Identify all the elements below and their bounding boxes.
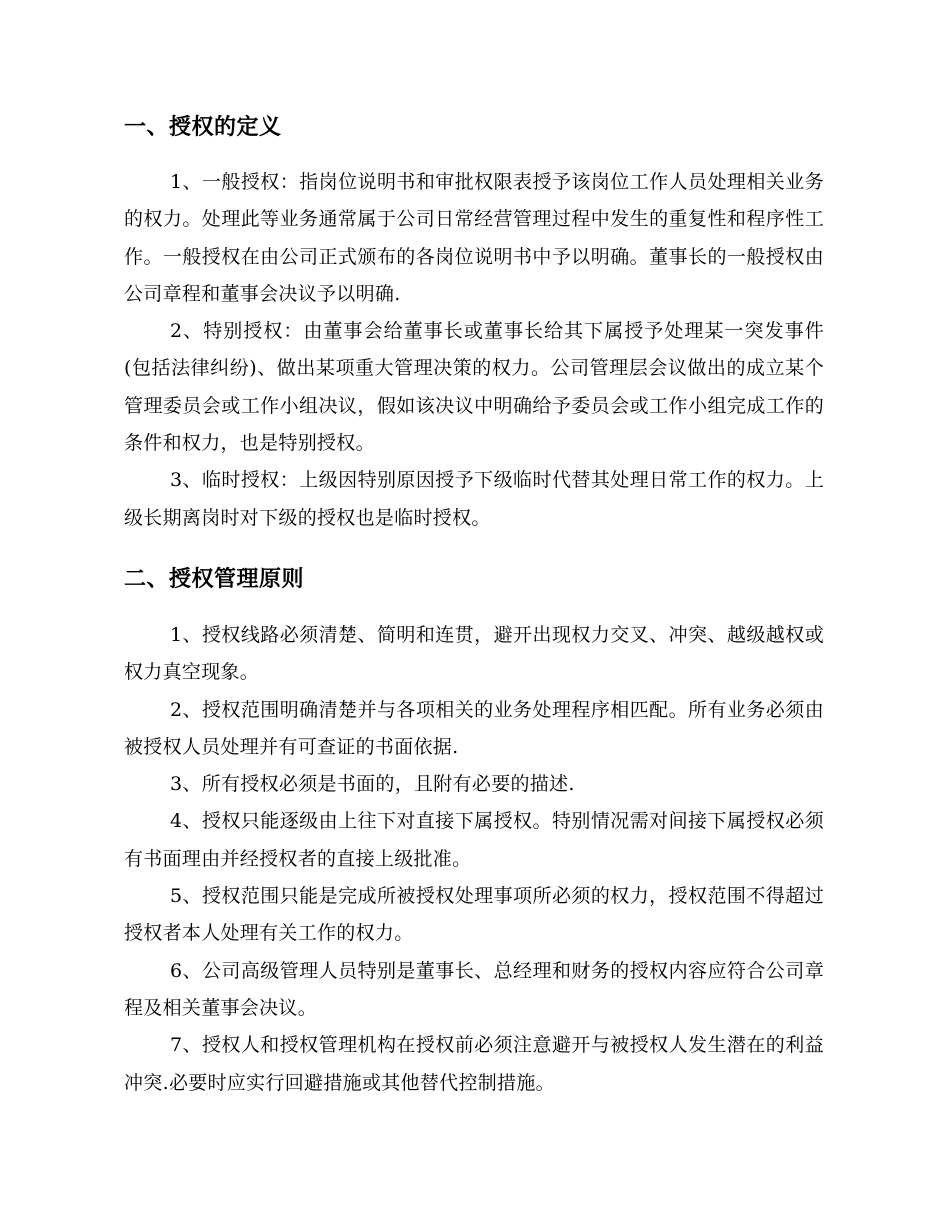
paragraph-general-authorization: 1、一般授权：指岗位说明书和审批权限表授予该岗位工作人员处理相关业务的权力。处理此等业务通常属于公司日常经营管理过程中发生的重复性和程序性工作。一般授权在由公司正式颁布的各岗位说明书中予以明确。董事长的一般授权由公司章程和董事会决议予以明确. xyxy=(124,171,824,305)
paragraph-principle-4: 4、授权只能逐级由上往下对直接下属授权。特别情况需对间接下属授权必须有书面理由并经授权者的直接上级批准。 xyxy=(124,810,824,870)
paragraph-principle-6: 6、公司高级管理人员特别是董事长、总经理和财务的授权内容应符合公司章程及相关董事会决议。 xyxy=(124,959,824,1019)
paragraph-principle-1: 1、授权线路必须清楚、简明和连贯，避开出现权力交叉、冲突、越级越权或权力真空现象。 xyxy=(124,624,824,684)
paragraph-special-authorization: 2、特别授权：由董事会给董事长或董事长给其下属授予处理某一突发事件(包括法律纠纷)、做出某项重大管理决策的权力。公司管理层会议做出的成立某个管理委员会或工作小组决议，假如该决议中明确给予委员会或工作小组完成工作的条件和权力，也是特别授权。 xyxy=(124,320,824,455)
section-heading: 二、授权管理原则 xyxy=(124,567,305,592)
paragraph-principle-3: 3、所有授权必须是书面的，且附有必要的描述. xyxy=(170,773,575,796)
paragraph-principle-7: 7、授权人和授权管理机构在授权前必须注意避开与被授权人发生潜在的利益冲突.必要时应实行回避措施或其他替代控制措施。 xyxy=(124,1034,824,1094)
paragraph-principle-5: 5、授权范围只能是完成所被授权处理事项所必须的权力，授权范围不得超过授权者本人处理有关工作的权力。 xyxy=(124,885,824,945)
paragraph-principle-2: 2、授权范围明确清楚并与各项相关的业务处理程序相匹配。所有业务必须由被授权人员处理并有可查证的书面依据. xyxy=(124,698,824,758)
section-authorization-principles xyxy=(124,565,824,1102)
section-body xyxy=(124,164,824,537)
section-authorization-definition xyxy=(124,113,824,537)
paragraph-temporary-authorization: 3、临时授权：上级因特别原因授予下级临时代替其处理日常工作的权力。上级长期离岗时对下级的授权也是临时授权。 xyxy=(124,469,824,529)
section-heading: 一、授权的定义 xyxy=(124,115,282,140)
section-body xyxy=(124,617,824,1102)
